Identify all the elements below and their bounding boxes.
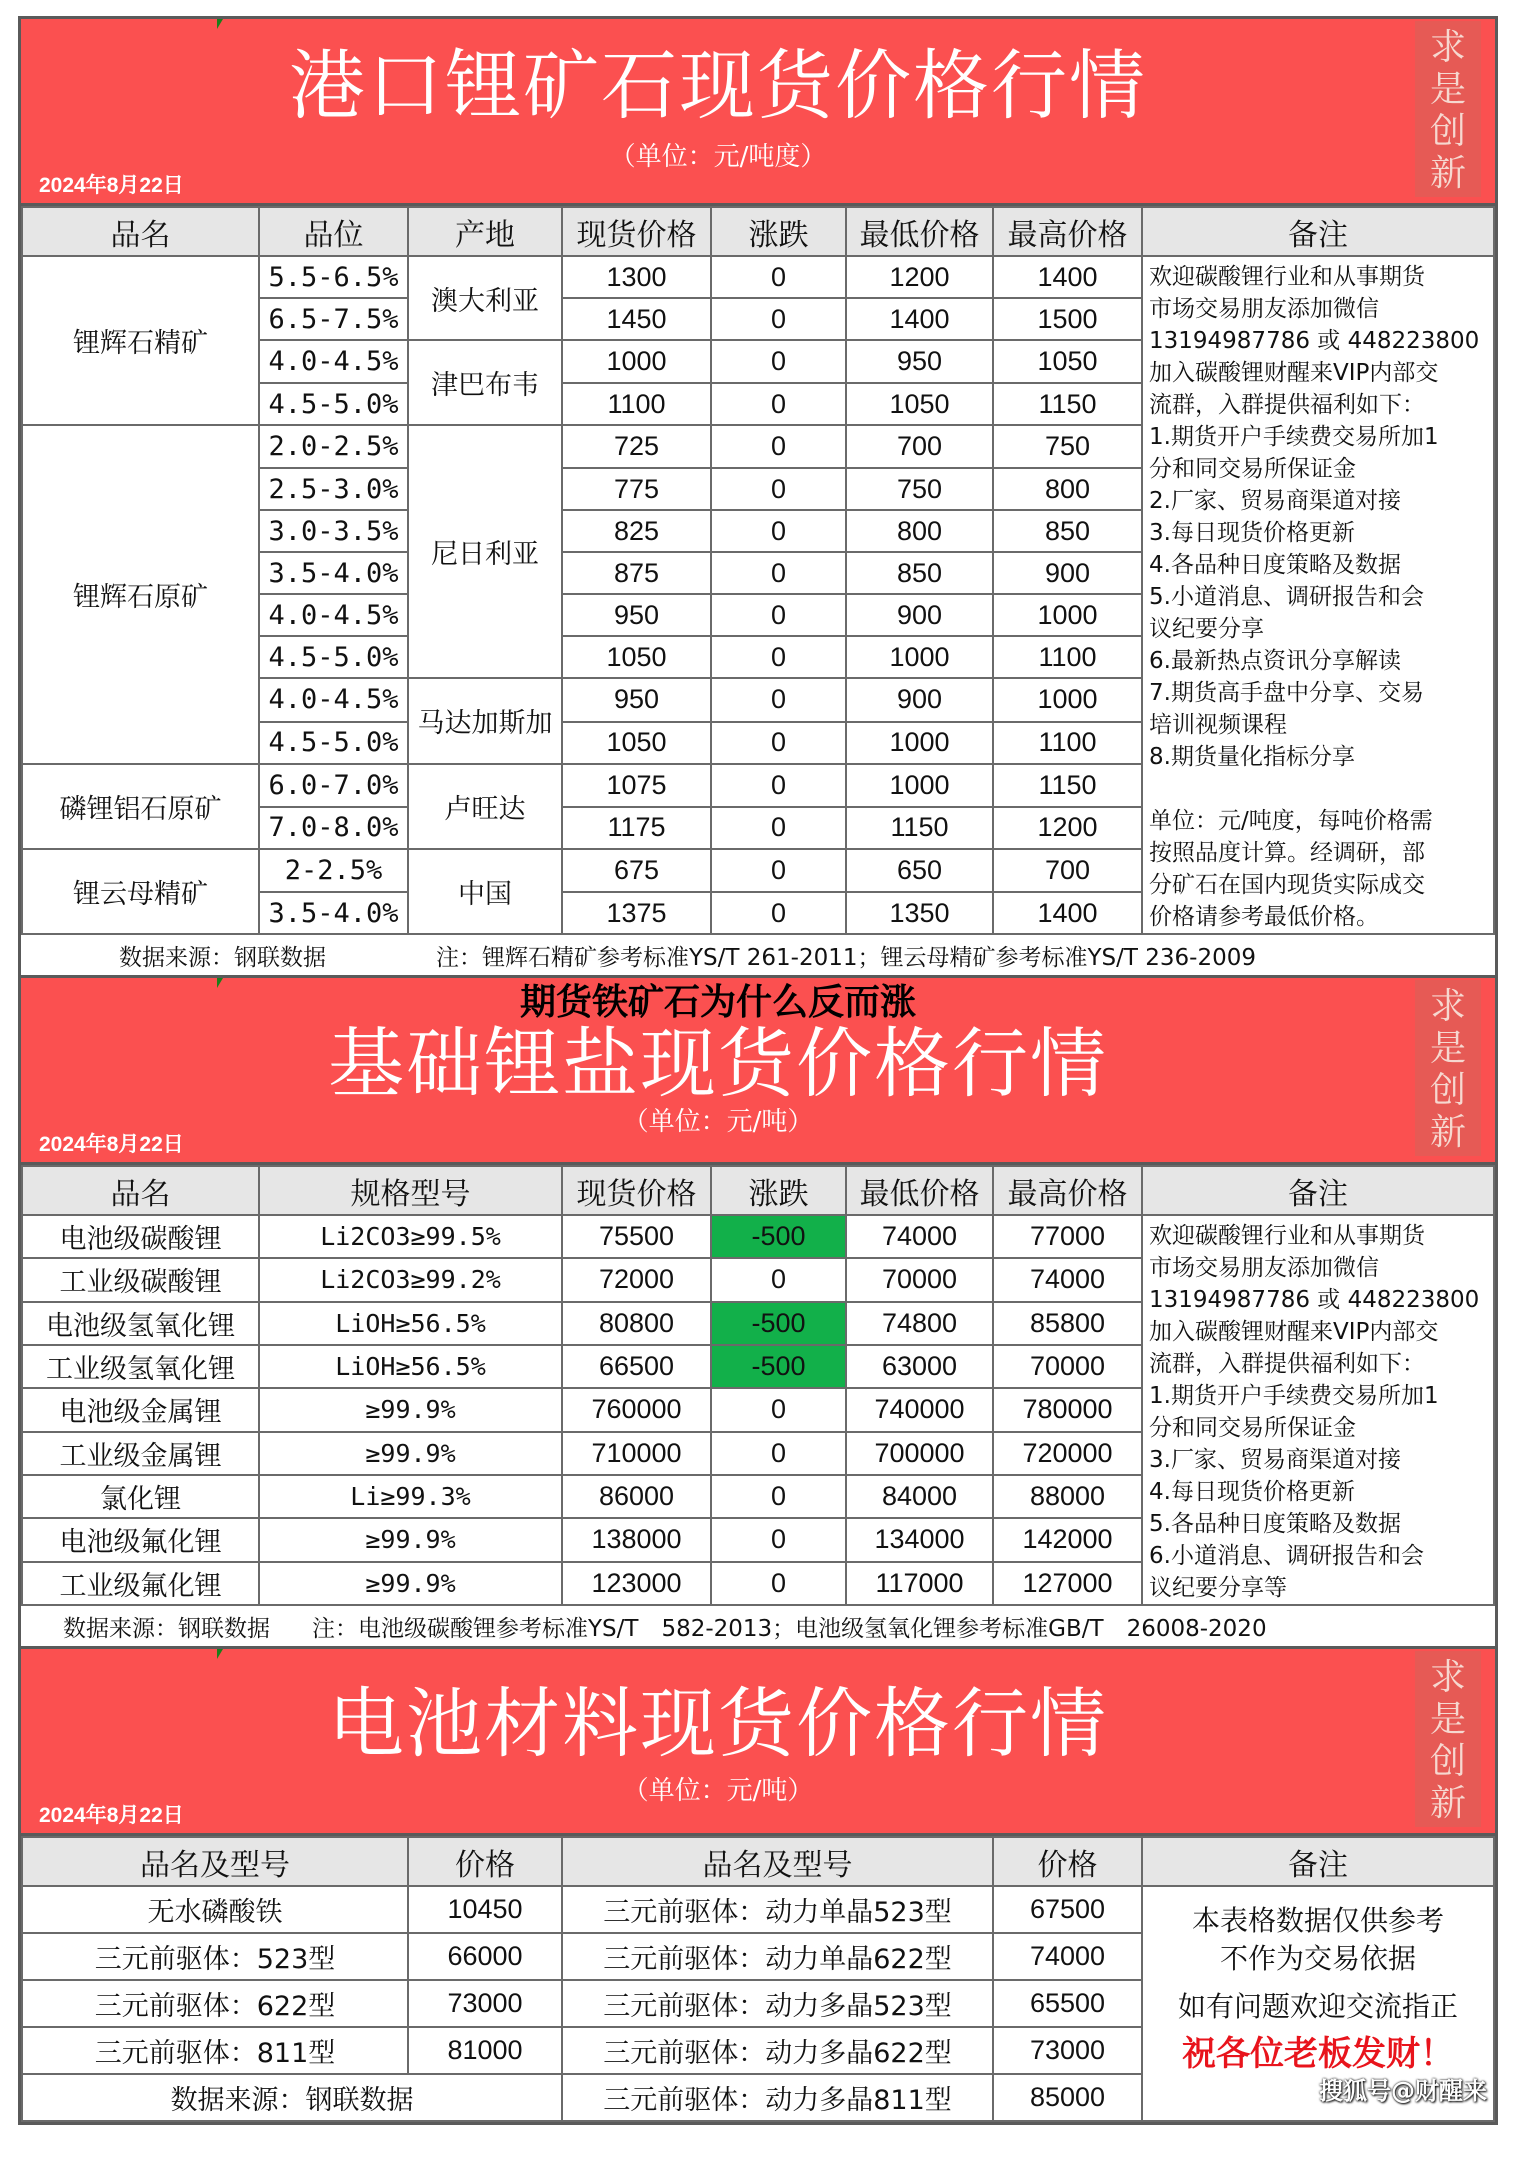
- section2-date: 2024年8月22日: [39, 1133, 184, 1156]
- spot-price-cell: 1375: [562, 892, 711, 934]
- product-name-cell: 磷锂铝石原矿: [22, 764, 259, 849]
- grade-cell: 2-2.5%: [259, 849, 408, 892]
- section2-footer: [21, 1606, 1495, 1649]
- spot-price-cell: 86000: [562, 1475, 711, 1518]
- change-cell: 0: [711, 1432, 846, 1475]
- remark-line: 市场交易朋友添加微信: [1149, 296, 1379, 322]
- remark-line: 加入碳酸锂财醒来VIP内部交: [1149, 360, 1439, 386]
- spot-price-cell: 775: [562, 468, 711, 510]
- spot-price-cell: 710000: [562, 1432, 711, 1475]
- spot-price-cell: 760000: [562, 1388, 711, 1431]
- remark-line: 单位：元/吨度，每吨价格需: [1149, 808, 1433, 834]
- high-price-cell: 127000: [993, 1562, 1142, 1605]
- change-cell: 0: [711, 849, 846, 892]
- high-price-cell: 800: [993, 468, 1142, 510]
- remark-line: 8.期货量化指标分享: [1149, 744, 1355, 770]
- spot-price-cell: 1175: [562, 807, 711, 849]
- grade-cell: 2.5-3.0%: [259, 468, 408, 510]
- high-price-cell: 1000: [993, 594, 1142, 636]
- low-price-cell: 1400: [846, 298, 993, 340]
- header-row: [22, 207, 1494, 256]
- low-price-cell: 650: [846, 849, 993, 892]
- change-cell: 0: [711, 340, 846, 383]
- price-cell: 66000: [408, 1933, 562, 1980]
- column-header: 产地: [408, 207, 562, 256]
- spec-cell: Li2CO3≥99.5%: [259, 1215, 562, 1258]
- remark-line: 本表格数据仅供参考: [1191, 1903, 1444, 1937]
- section3-date: 2024年8月22日: [39, 1804, 184, 1827]
- section1-title: 港口锂矿石现货价格行情: [289, 41, 1147, 130]
- section3-banner: [21, 1649, 1495, 1836]
- low-price-cell: 70000: [846, 1258, 993, 1301]
- high-price-cell: 1400: [993, 256, 1142, 298]
- remark-line: 按照品度计算。经调研，部: [1149, 840, 1425, 866]
- column-header: 现货价格: [562, 207, 711, 256]
- column-header: 品名: [22, 1166, 259, 1215]
- price-cell: 74000: [993, 1933, 1142, 1980]
- grade-cell: 7.0-8.0%: [259, 807, 408, 849]
- remark-line: 议纪要分享等: [1149, 1575, 1287, 1601]
- column-header: 现货价格: [562, 1166, 711, 1215]
- section2-note: 注：电池级碳酸锂参考标准YS/T 582-2013；电池级氢氧化锂参考标准GB/T 26008-2020: [312, 1615, 1267, 1642]
- low-price-cell: 63000: [846, 1345, 993, 1388]
- column-header: 品名及型号: [22, 1837, 408, 1886]
- column-header: 备注: [1142, 207, 1494, 256]
- change-cell: 0: [711, 425, 846, 468]
- high-price-cell: 1100: [993, 636, 1142, 678]
- change-cell: 0: [711, 468, 846, 510]
- remark-line: 分矿石在国内现货实际成交: [1149, 872, 1425, 898]
- price-cell: 85000: [993, 2074, 1142, 2121]
- high-price-cell: 850: [993, 510, 1142, 552]
- overlay-article-title: 期货铁矿石为什么反而涨: [519, 982, 916, 1023]
- high-price-cell: 780000: [993, 1388, 1142, 1431]
- low-price-cell: 800: [846, 510, 993, 552]
- price-cell: 65500: [993, 1980, 1142, 2027]
- product-name-cell: 锂云母精矿: [22, 849, 259, 934]
- remark-line: 流群，入群提供福利如下：: [1149, 392, 1425, 418]
- column-header: 最高价格: [993, 1166, 1142, 1215]
- low-price-cell: 1000: [846, 722, 993, 764]
- high-price-cell: 1050: [993, 340, 1142, 383]
- spot-price-cell: 1450: [562, 298, 711, 340]
- change-cell: 0: [711, 594, 846, 636]
- remark-line: 分和同交易所保证金: [1149, 456, 1356, 482]
- spot-price-cell: 725: [562, 425, 711, 468]
- remark-line: 欢迎碳酸锂行业和从事期货: [1149, 1223, 1425, 1249]
- change-cell: 0: [711, 1475, 846, 1518]
- section3-unit: （单位：元/吨）: [622, 1776, 814, 1806]
- section1-banner: [21, 19, 1495, 206]
- low-price-cell: 700000: [846, 1432, 993, 1475]
- spec-cell: Li≥99.3%: [259, 1475, 562, 1518]
- grade-cell: 4.5-5.0%: [259, 722, 408, 764]
- product-name-cell: 工业级氢氧化锂: [22, 1345, 259, 1388]
- low-price-cell: 1000: [846, 764, 993, 807]
- change-cell: 0: [711, 636, 846, 678]
- origin-cell: 津巴布韦: [408, 340, 562, 425]
- change-cell: 0: [711, 807, 846, 849]
- spec-cell: LiOH≥56.5%: [259, 1302, 562, 1345]
- change-cell: 0: [711, 1388, 846, 1431]
- high-price-cell: 88000: [993, 1475, 1142, 1518]
- change-cell: 0: [711, 722, 846, 764]
- price-cell: 81000: [408, 2027, 562, 2074]
- grade-cell: 4.5-5.0%: [259, 636, 408, 678]
- remark-line: 分和同交易所保证金: [1149, 1415, 1356, 1441]
- header-row: [22, 1166, 1494, 1215]
- low-price-cell: 900: [846, 678, 993, 721]
- column-header: 备注: [1142, 1837, 1494, 1886]
- remark-line: 4.每日现货价格更新: [1149, 1479, 1355, 1505]
- remark-line: 3.每日现货价格更新: [1149, 520, 1355, 546]
- column-header: 最低价格: [846, 207, 993, 256]
- product-name-cell: 工业级碳酸锂: [22, 1258, 259, 1301]
- lithium-salt-table: [21, 1165, 1495, 1606]
- change-cell: 0: [711, 1562, 846, 1605]
- change-cell: 0: [711, 510, 846, 552]
- section3-title: 电池材料现货价格行情: [328, 1679, 1108, 1768]
- change-cell: 0: [711, 892, 846, 934]
- data-source-cell: 数据来源：钢联数据: [22, 2074, 562, 2121]
- high-price-cell: 700: [993, 849, 1142, 892]
- low-price-cell: 750: [846, 468, 993, 510]
- grade-cell: 4.0-4.5%: [259, 594, 408, 636]
- low-price-cell: 740000: [846, 1388, 993, 1431]
- remark-line: 6.小道消息、调研报告和会: [1149, 1543, 1424, 1569]
- watermark: 搜狐号@财醒来: [1319, 2076, 1487, 2105]
- spec-cell: ≥99.9%: [259, 1518, 562, 1561]
- section2-source: 数据来源：钢联数据: [63, 1615, 270, 1642]
- grade-cell: 6.5-7.5%: [259, 298, 408, 340]
- spot-price-cell: 66500: [562, 1345, 711, 1388]
- grade-cell: 4.0-4.5%: [259, 678, 408, 721]
- spot-price-cell: 1050: [562, 636, 711, 678]
- price-cell: 10450: [408, 1886, 562, 1933]
- low-price-cell: 900: [846, 594, 993, 636]
- remark-line: 1.期货开户手续费交易所加1: [1149, 424, 1439, 450]
- low-price-cell: 1200: [846, 256, 993, 298]
- change-cell: 0: [711, 1518, 846, 1561]
- high-price-cell: 74000: [993, 1258, 1142, 1301]
- grade-cell: 4.0-4.5%: [259, 340, 408, 383]
- low-price-cell: 117000: [846, 1562, 993, 1605]
- low-price-cell: 134000: [846, 1518, 993, 1561]
- high-price-cell: 720000: [993, 1432, 1142, 1475]
- spot-price-cell: 1075: [562, 764, 711, 807]
- remark-line: 1.期货开户手续费交易所加1: [1149, 1383, 1439, 1409]
- stamp-seal: 求是创新: [1415, 21, 1481, 197]
- column-header: 品位: [259, 207, 408, 256]
- product-name-cell: 电池级碳酸锂: [22, 1215, 259, 1258]
- product-name-cell: 电池级氢氧化锂: [22, 1302, 259, 1345]
- spot-price-cell: 80800: [562, 1302, 711, 1345]
- column-header: 规格型号: [259, 1166, 562, 1215]
- remark-line: 2.厂家、贸易商渠道对接: [1149, 488, 1401, 514]
- remark-line: 13194987786 或 448223800: [1149, 1287, 1480, 1313]
- product-name-cell: 锂辉石精矿: [22, 256, 259, 425]
- change-cell: -500: [711, 1215, 846, 1258]
- change-cell: -500: [711, 1302, 846, 1345]
- remark-line: 流群，入群提供福利如下：: [1149, 1351, 1425, 1377]
- origin-cell: 尼日利亚: [408, 425, 562, 678]
- header-row: [22, 1837, 1494, 1886]
- remark-line: 加入碳酸锂财醒来VIP内部交: [1149, 1319, 1439, 1345]
- spot-price-cell: 875: [562, 552, 711, 594]
- grade-cell: 2.0-2.5%: [259, 425, 408, 468]
- spot-price-cell: 950: [562, 594, 711, 636]
- price-cell: 67500: [993, 1886, 1142, 1933]
- grade-cell: 3.5-4.0%: [259, 892, 408, 934]
- grade-cell: 4.5-5.0%: [259, 383, 408, 425]
- spec-cell: LiOH≥56.5%: [259, 1345, 562, 1388]
- spot-price-cell: 950: [562, 678, 711, 721]
- high-price-cell: 70000: [993, 1345, 1142, 1388]
- low-price-cell: 1150: [846, 807, 993, 849]
- high-price-cell: 1150: [993, 383, 1142, 425]
- grade-cell: 5.5-6.5%: [259, 256, 408, 298]
- remark-line: 不作为交易依据: [1219, 1941, 1416, 1975]
- product-name-cell: 三元前驱体：动力多晶622型: [562, 2027, 993, 2074]
- product-name-cell: 工业级金属锂: [22, 1432, 259, 1475]
- column-header: 最低价格: [846, 1166, 993, 1215]
- change-cell: 0: [711, 256, 846, 298]
- high-price-cell: 750: [993, 425, 1142, 468]
- origin-cell: 澳大利亚: [408, 256, 562, 340]
- product-name-cell: 三元前驱体：811型: [22, 2027, 408, 2074]
- spot-price-cell: 1300: [562, 256, 711, 298]
- battery-material-table: [21, 1836, 1495, 2122]
- price-sheet: [18, 16, 1498, 2125]
- remark-line: 培训视频课程: [1149, 712, 1287, 738]
- spot-price-cell: 138000: [562, 1518, 711, 1561]
- remark-line: 3.厂家、贸易商渠道对接: [1149, 1447, 1401, 1473]
- spot-price-cell: 123000: [562, 1562, 711, 1605]
- high-price-cell: 142000: [993, 1518, 1142, 1561]
- high-price-cell: 1400: [993, 892, 1142, 934]
- change-cell: 0: [711, 298, 846, 340]
- high-price-cell: 85800: [993, 1302, 1142, 1345]
- low-price-cell: 74800: [846, 1302, 993, 1345]
- spec-cell: Li2CO3≥99.2%: [259, 1258, 562, 1301]
- high-price-cell: 77000: [993, 1215, 1142, 1258]
- remark-line: 5.各品种日度策略及数据: [1149, 1511, 1401, 1537]
- section2-unit: （单位：元/吨）: [622, 1107, 814, 1137]
- high-price-cell: 1200: [993, 807, 1142, 849]
- product-name-cell: 氯化锂: [22, 1475, 259, 1518]
- remark-line: 4.各品种日度策略及数据: [1149, 552, 1401, 578]
- column-header: 品名及型号: [562, 1837, 993, 1886]
- stamp-seal: 求是创新: [1415, 980, 1481, 1156]
- change-cell: 0: [711, 1258, 846, 1301]
- remark-line: 如有问题欢迎交流指正: [1177, 1989, 1458, 2023]
- product-name-cell: 锂辉石原矿: [22, 425, 259, 763]
- stamp-seal: 求是创新: [1415, 1651, 1481, 1827]
- table-row: [22, 1215, 1494, 1258]
- spec-cell: ≥99.9%: [259, 1388, 562, 1431]
- section2-banner: [21, 978, 1495, 1165]
- remarks-cell: [1142, 256, 1494, 934]
- remark-line: 价格请参考最低价格。: [1149, 904, 1379, 930]
- column-header: 备注: [1142, 1166, 1494, 1215]
- spot-price-cell: 1100: [562, 383, 711, 425]
- grade-cell: 6.0-7.0%: [259, 764, 408, 807]
- remark-line: 7.期货高手盘中分享、交易: [1149, 680, 1424, 706]
- section1-date: 2024年8月22日: [39, 174, 184, 197]
- remark-line: [1149, 773, 1489, 805]
- section1-note: 注：锂辉石精矿参考标准YS/T 261-2011；锂云母精矿参考标准YS/T 236-2009: [436, 944, 1256, 971]
- wish-text: 祝各位老板发财！: [1182, 2033, 1454, 2074]
- low-price-cell: 74000: [846, 1215, 993, 1258]
- grade-cell: 3.5-4.0%: [259, 552, 408, 594]
- column-header: 涨跌: [711, 207, 846, 256]
- remark-line: 市场交易朋友添加微信: [1149, 1255, 1379, 1281]
- column-header: 品名: [22, 207, 259, 256]
- section2-title: 基础锂盐现货价格行情: [328, 1019, 1108, 1108]
- change-cell: 0: [711, 764, 846, 807]
- spot-price-cell: 75500: [562, 1215, 711, 1258]
- origin-cell: 马达加斯加: [408, 678, 562, 763]
- high-price-cell: 1500: [993, 298, 1142, 340]
- low-price-cell: 1050: [846, 383, 993, 425]
- product-name-cell: 三元前驱体：动力单晶622型: [562, 1933, 993, 1980]
- remark-line: 6.最新热点资讯分享解读: [1149, 648, 1401, 674]
- product-name-cell: 电池级氟化锂: [22, 1518, 259, 1561]
- spot-price-cell: 1000: [562, 340, 711, 383]
- table-row: [22, 256, 1494, 298]
- remark-line: 13194987786 或 448223800: [1149, 328, 1480, 354]
- product-name-cell: 无水磷酸铁: [22, 1886, 408, 1933]
- high-price-cell: 1000: [993, 678, 1142, 721]
- remark-line: 5.小道消息、调研报告和会: [1149, 584, 1424, 610]
- high-price-cell: 1100: [993, 722, 1142, 764]
- section1-footer: [21, 935, 1495, 978]
- section1-unit: （单位：元/吨度）: [609, 142, 827, 172]
- lithium-ore-table: [21, 206, 1495, 935]
- remark-line: 议纪要分享: [1149, 616, 1264, 642]
- low-price-cell: 950: [846, 340, 993, 383]
- product-name-cell: 工业级氟化锂: [22, 1562, 259, 1605]
- price-cell: 73000: [408, 1980, 562, 2027]
- remarks-cell: [1142, 1886, 1494, 2121]
- column-header: 涨跌: [711, 1166, 846, 1215]
- product-name-cell: 三元前驱体：动力多晶811型: [562, 2074, 993, 2121]
- origin-cell: 卢旺达: [408, 764, 562, 849]
- low-price-cell: 700: [846, 425, 993, 468]
- change-cell: 0: [711, 383, 846, 425]
- product-name-cell: 三元前驱体：动力多晶523型: [562, 1980, 993, 2027]
- spot-price-cell: 825: [562, 510, 711, 552]
- high-price-cell: 900: [993, 552, 1142, 594]
- change-cell: 0: [711, 678, 846, 721]
- change-cell: 0: [711, 552, 846, 594]
- spec-cell: ≥99.9%: [259, 1562, 562, 1605]
- low-price-cell: 84000: [846, 1475, 993, 1518]
- product-name-cell: 三元前驱体：动力单晶523型: [562, 1886, 993, 1933]
- column-header: 价格: [993, 1837, 1142, 1886]
- low-price-cell: 1350: [846, 892, 993, 934]
- table-row: [22, 1886, 1494, 1933]
- grade-cell: 3.0-3.5%: [259, 510, 408, 552]
- product-name-cell: 三元前驱体：523型: [22, 1933, 408, 1980]
- spot-price-cell: 675: [562, 849, 711, 892]
- spec-cell: ≥99.9%: [259, 1432, 562, 1475]
- remarks-cell: [1142, 1215, 1494, 1605]
- high-price-cell: 1150: [993, 764, 1142, 807]
- price-cell: 73000: [993, 2027, 1142, 2074]
- product-name-cell: 三元前驱体：622型: [22, 1980, 408, 2027]
- low-price-cell: 1000: [846, 636, 993, 678]
- product-name-cell: 电池级金属锂: [22, 1388, 259, 1431]
- column-header: 价格: [408, 1837, 562, 1886]
- spot-price-cell: 72000: [562, 1258, 711, 1301]
- section1-source: 数据来源：钢联数据: [119, 944, 326, 971]
- origin-cell: 中国: [408, 849, 562, 934]
- spot-price-cell: 1050: [562, 722, 711, 764]
- low-price-cell: 850: [846, 552, 993, 594]
- change-cell: -500: [711, 1345, 846, 1388]
- column-header: 最高价格: [993, 207, 1142, 256]
- remark-line: 欢迎碳酸锂行业和从事期货: [1149, 264, 1425, 290]
